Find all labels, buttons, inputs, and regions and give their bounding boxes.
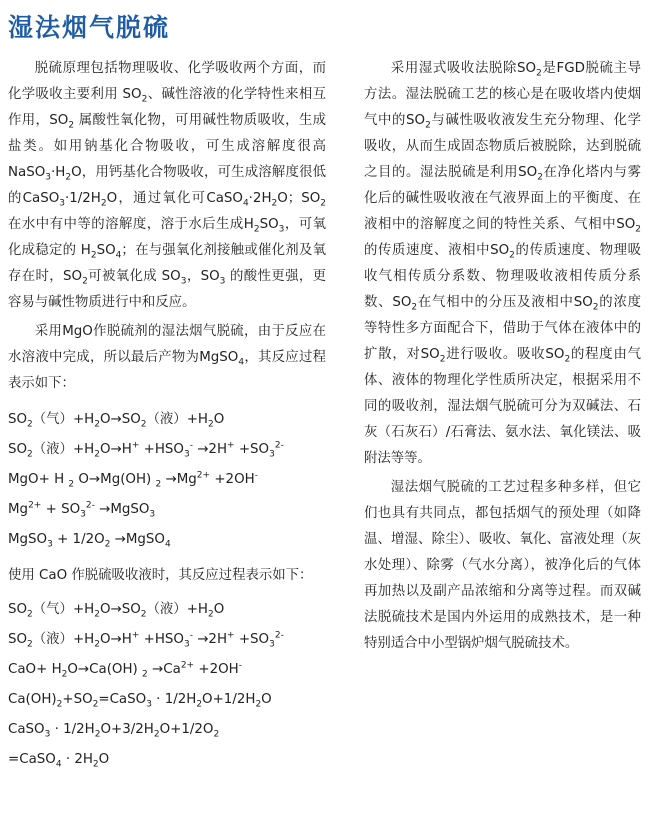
equation-cao-4: $Ca(OH)_2+SO_2=CaSO_3 \cdot 1/2H_2O+1/2H_2O$ [8, 692, 272, 710]
paragraph-wet-fgd-method: 采用湿式吸收法脱除$SO_2$是FGD脱硫主导方法。湿法脱硫工艺的核心是在吸收塔内使烟气中的$SO_2$与碱性吸收液发生充分物理、化学吸收，从而生成固态物质后被脱除，达到脱硫之目的。湿法脱硫是利用$SO_2$在净化塔内与雾化后的碱性吸收液在气液界面上的平衡度、在液相中的溶解度之间的特性关系、气相中$SO_2$的传质速度、液相中$SO_2$的传质速度、物理吸收气相传质分系数、物理吸收液相传质分系数、$SO_2$在气相中的分压及液相中$SO_2$的浓度等特性多方面配合下，借助于气体在液体中的扩散，对$SO_2$进行吸收。吸收$SO_2$的程度由气体、液体的物理化学性质所决定，根据采用不同的吸收剂，湿法烟气脱硫可分为双碱法、石灰（石灰石）/石膏法、氨水法、氧化镁法、吸附法等等。 [364, 61, 642, 466]
equation-cao-3: $CaO+ H_2O\to Ca(OH)$ $_2 \to Ca^{2+} +2OH^-$ [8, 660, 242, 680]
equation-cao-1: $SO_2$（气）$+H_2O\to SO_2$（液）$+H_2O$ [8, 602, 225, 620]
right-column [364, 56, 641, 657]
equation-mgo-3: MgO+ H $_2$ O→Mg(OH) $_2 \to Mg^{2+} +2OH^-$ [8, 470, 258, 490]
equation-cao-5: CaSO$_3$ · $1/2H_2O+3/2H_2O+1/2O_2$ [8, 722, 220, 740]
equation-mgo-4: $Mg^{2+} + SO_3^{2-}$ →MgSO$_3$ [8, 500, 156, 520]
page-title: 湿法烟气脱硫 [8, 13, 171, 42]
equation-cao-2: $SO_2$（液）$+H_2O\to H^+ +HSO_3^- \to 2H^+ +SO_3^{2-}$ [8, 630, 284, 650]
intro-cao-method: 使用 CaO 作脱硫吸收液时，其反应过程表示如下： [8, 568, 313, 583]
equation-cao-6: =CaSO$_4$ · $2H_2O$ [8, 752, 110, 770]
paragraph-mgo-method: 采用MgO作脱硫剂的湿法烟气脱硫，由于反应在水溶液中完成，所以最后产物为MgSO$_4$，其反应过程表示如下： [8, 324, 326, 391]
paragraph-desulfurization-principle: 脱硫原理包括物理吸收、化学吸收两个方面，而化学吸收主要利用 $SO_2$、碱性溶液的化学特性来相互作用，$SO_2$ 属酸性氧化物，可用碱性物质吸收，生成盐类。如用钠基化合物吸收，可生成溶解度很高$NaSO_3\cdot H_2O$，用钙基化合物吸收，可生成溶解度很低的$CaSO_3\cdot 1/2H_2O$，通过氧化可$CaSO_4\cdot 2H_2O$；$SO_2$在水中有中等的溶解度，溶于水后生成$H_2SO_3$，可氧化成稳定的 $H_2SO_4$；在与强氧化剂接触或催化剂及氧存在时，$SO_2$可被氧化成 $SO_3$，$SO_3$ 的酸性更强，更容易与碱性物质进行中和反应。 [8, 61, 327, 310]
paragraph-process-overview: 湿法烟气脱硫的工艺过程多种多样，但它们也具有共同点，都包括烟气的预处理（如降温、增湿、除尘）、吸收、氧化、富液处理（灰水处理）、除雾（气水分离），被净化后的气体再加热以及副产品浓缩和分离等过程。而双碱法脱硫技术是国内外运用的成熟技术，是一种特别适合中小型锅炉烟气脱硫技术。 [364, 480, 641, 651]
left-column [8, 56, 326, 775]
equation-mgo-2: $SO_2$（液）$+H_2O\to H^+ +HSO_3^- \to 2H^+ +SO_3^{2-}$ [8, 440, 284, 460]
equation-mgo-5: MgSO$_3$ + $1/2O_2$ →MgSO$_4$ [8, 532, 171, 550]
equation-mgo-1: $SO_2$（气）$+H_2O\to SO_2$（液）$+H_2O$ [8, 412, 225, 430]
